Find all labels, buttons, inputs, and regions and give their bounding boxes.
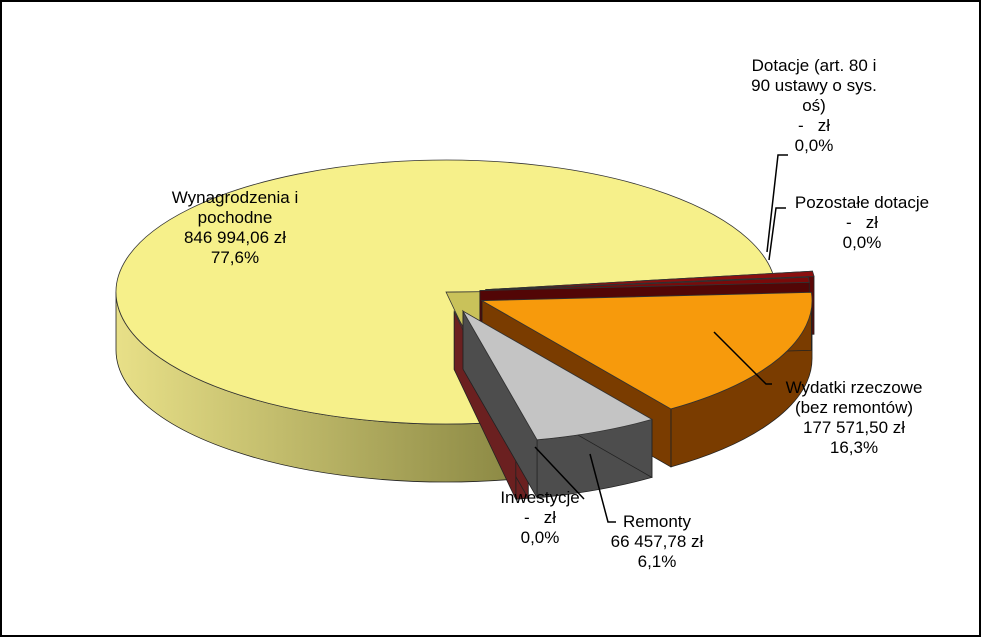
label-dotacje: [734, 56, 894, 156]
slice-percent: 16,3%: [829, 438, 879, 457]
label-pozostale: [782, 193, 942, 253]
slice-percent: 0,0%: [794, 136, 834, 155]
slice-percent: 0,0%: [520, 528, 560, 547]
slice-amount: 66 457,78 zł: [610, 532, 704, 551]
slice-amount: - zł: [797, 116, 831, 135]
slice-name: Pozostałe dotacje: [794, 193, 930, 212]
slice-name: Inwestycje: [500, 488, 580, 507]
slice-name: Remonty: [622, 512, 692, 531]
label-wydatki: [764, 378, 944, 458]
label-inwestycje: [480, 488, 600, 548]
slice-amount: 846 994,06 zł: [183, 228, 287, 247]
slice-name: Wynagrodzenia i pochodne: [171, 188, 299, 227]
label-remonty: [592, 512, 722, 572]
slice-name: Dotacje (art. 80 i 90 ustawy o sys. oś): [751, 56, 877, 115]
slice-name: Wydatki rzeczowe (bez remontów): [785, 378, 923, 417]
slice-percent: 6,1%: [637, 552, 677, 571]
label-wynagrodzenia: [150, 188, 320, 268]
slice-amount: 177 571,50 zł: [802, 418, 906, 437]
slice-amount: - zł: [523, 508, 557, 527]
slice-percent: 77,6%: [210, 248, 260, 267]
slice-amount: - zł: [845, 213, 879, 232]
slice-percent: 0,0%: [842, 233, 882, 252]
